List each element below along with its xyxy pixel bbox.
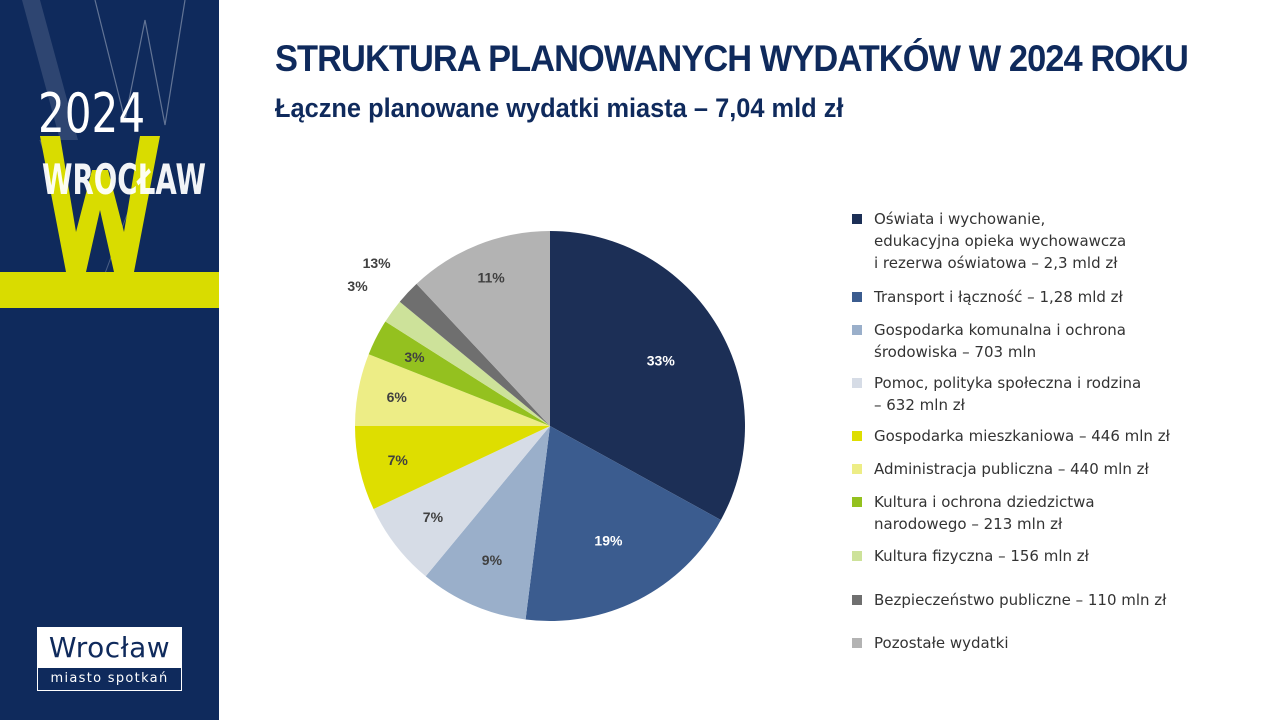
legend-label-6: [874, 458, 1272, 480]
legend-swatch-3: [852, 325, 862, 335]
logo-name: Wrocław: [38, 628, 181, 668]
legend-swatch-9: [852, 595, 862, 605]
pie-label-1: 33%: [646, 352, 675, 369]
legend-label-line: Transport i łączność – 1,28 mld zł: [874, 288, 1123, 306]
legend-label-line: Pomoc, polityka społeczna i rodzina: [874, 374, 1142, 392]
legend-label-line: i rezerwa oświatowa – 2,3 mld zł: [874, 254, 1118, 272]
pie-label-5: 7%: [387, 452, 408, 469]
legend-label-10: [874, 632, 1272, 654]
pie-label-9: 13%: [362, 255, 391, 272]
legend-label-line: edukacyjna opieka wychowawcza: [874, 232, 1127, 250]
legend-label-line: narodowego – 213 mln zł: [874, 515, 1063, 533]
legend-swatch-8: [852, 551, 862, 561]
legend-label-1: [874, 208, 1272, 274]
pie-label-2: 19%: [594, 532, 623, 549]
branding-graphic: [0, 0, 219, 720]
pie-label-7: 3%: [404, 348, 425, 365]
legend-swatch-4: [852, 378, 862, 388]
legend-swatch-7: [852, 497, 862, 507]
legend-label-line: Gospodarka komunalna i ochrona: [874, 321, 1126, 339]
legend-label-7: [874, 491, 1272, 535]
pie-label-3: 9%: [481, 552, 503, 569]
wroclaw-logo: [37, 627, 182, 691]
sidebar-panel: [0, 0, 219, 720]
pie-chart: [330, 210, 770, 640]
legend-swatch-1: [852, 214, 862, 224]
pie-label-4: 7%: [422, 508, 444, 525]
pie-label-8: 3%: [347, 278, 368, 295]
legend-label-line: Oświata i wychowanie,: [874, 210, 1046, 228]
legend-label-2: [874, 286, 1272, 308]
pie-label-6: 6%: [386, 388, 407, 405]
logo-tagline: miasto spotkań: [50, 671, 169, 686]
legend-label-4: [874, 372, 1272, 416]
legend-swatch-5: [852, 431, 862, 441]
legend-swatch-10: [852, 638, 862, 648]
year-text: 2024: [38, 82, 146, 146]
legend-label-line: Kultura i ochrona dziedzictwa: [874, 493, 1095, 511]
legend-label-line: Kultura fizyczna – 156 mln zł: [874, 547, 1089, 565]
legend-swatch-6: [852, 464, 862, 474]
legend-label-5: [874, 425, 1272, 447]
legend-label-line: Bezpieczeństwo publiczne – 110 mln zł: [874, 591, 1167, 609]
page-subtitle: Łączne planowane wydatki miasta – 7,04 mld zł: [275, 93, 844, 123]
legend-label-line: Pozostałe wydatki: [874, 634, 1009, 652]
legend-swatch-2: [852, 292, 862, 302]
yellow-band: [0, 272, 219, 308]
legend-label-line: środowiska – 703 mln: [874, 343, 1037, 361]
legend-label-line: Gospodarka mieszkaniowa – 446 mln zł: [874, 427, 1170, 445]
legend-label-9: [874, 589, 1272, 611]
city-text: WROCŁAW: [42, 155, 206, 204]
pie-label-10: 11%: [477, 269, 505, 286]
legend-label-line: – 632 mln zł: [874, 396, 965, 414]
legend-label-8: [874, 545, 1272, 567]
legend-label-3: [874, 319, 1272, 363]
legend-label-line: Administracja publiczna – 440 mln zł: [874, 460, 1149, 478]
page-title: STRUKTURA PLANOWANYCH WYDATKÓW W 2024 ROKU: [275, 38, 1188, 79]
